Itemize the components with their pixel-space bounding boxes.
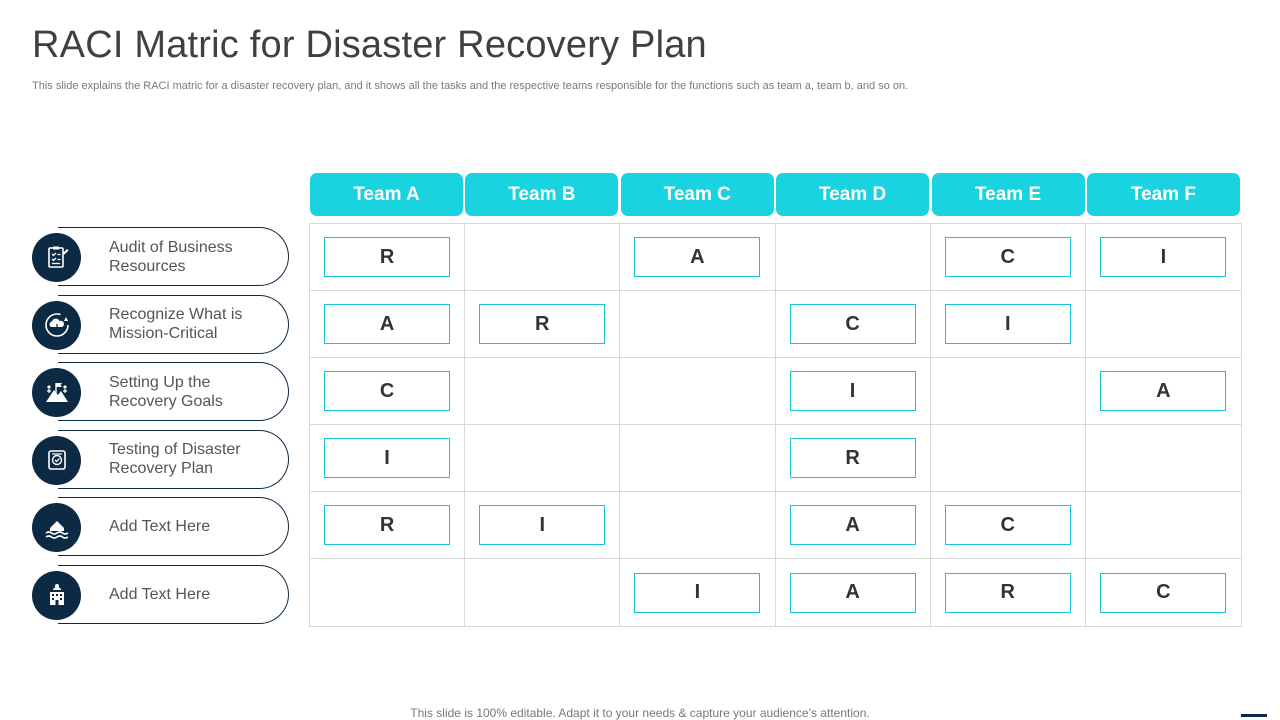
mountain-flag-icon — [32, 368, 81, 417]
raci-code-box: C — [324, 371, 450, 411]
team-header-b: Team B — [465, 173, 618, 216]
footer-note: This slide is 100% editable. Adapt it to your needs & capture your audience’s attention. — [410, 706, 870, 720]
raci-code-box: R — [945, 573, 1071, 613]
matrix-cell — [931, 291, 1086, 358]
matrix-cell — [776, 492, 931, 559]
matrix-cell — [776, 224, 931, 291]
matrix-cell — [465, 358, 620, 425]
matrix-cell — [465, 492, 620, 559]
matrix-cell — [310, 291, 465, 358]
raci-code-box: I — [479, 505, 605, 545]
task-item — [32, 497, 290, 558]
matrix-cell — [1086, 559, 1241, 626]
task-label: Setting Up the Recovery Goals — [109, 373, 223, 410]
matrix-cell — [1086, 224, 1241, 291]
matrix-cell — [620, 559, 775, 626]
raci-code-box: I — [790, 371, 916, 411]
matrix-cell — [931, 224, 1086, 291]
task-item — [32, 227, 290, 288]
matrix-cell — [776, 425, 931, 492]
task-item — [32, 565, 290, 626]
matrix-cell — [620, 492, 775, 559]
matrix-cell — [310, 425, 465, 492]
task-item — [32, 295, 290, 356]
raci-code-box: C — [1100, 573, 1226, 613]
raci-code-box: R — [790, 438, 916, 478]
task-label: Add Text Here — [109, 518, 211, 535]
matrix-cell — [776, 559, 931, 626]
raci-matrix — [309, 223, 1242, 627]
task-label: Audit of Business Resources — [109, 238, 233, 275]
matrix-cell — [465, 224, 620, 291]
matrix-cell — [931, 425, 1086, 492]
raci-code-box: I — [324, 438, 450, 478]
matrix-cell — [310, 492, 465, 559]
matrix-cell — [465, 559, 620, 626]
team-header-f: Team F — [1087, 173, 1240, 216]
matrix-cell — [1086, 425, 1241, 492]
raci-code-box: A — [790, 505, 916, 545]
matrix-cell — [1086, 291, 1241, 358]
matrix-cell — [620, 425, 775, 492]
task-item — [32, 430, 290, 491]
raci-code-box: A — [324, 304, 450, 344]
matrix-cell — [465, 291, 620, 358]
raci-code-box: C — [790, 304, 916, 344]
matrix-cell — [776, 358, 931, 425]
checklist-icon — [32, 233, 81, 282]
task-label: Testing of Disaster Recovery Plan — [109, 441, 241, 477]
team-header-e: Team E — [932, 173, 1085, 216]
matrix-cell — [1086, 358, 1241, 425]
matrix-cell — [620, 291, 775, 358]
raci-code-box: A — [790, 573, 916, 613]
building-alert-icon — [32, 571, 81, 620]
matrix-cell — [310, 559, 465, 626]
corner-accent-bar — [1241, 714, 1267, 717]
flood-house-icon — [32, 503, 81, 552]
team-header-c: Team C — [621, 173, 774, 216]
task-item — [32, 362, 290, 423]
raci-code-box: R — [479, 304, 605, 344]
task-label: Recognize What is Mission-Critical — [109, 306, 243, 342]
matrix-cell — [931, 358, 1086, 425]
document-test-icon — [32, 436, 81, 485]
matrix-cell — [620, 224, 775, 291]
matrix-cell — [465, 425, 620, 492]
raci-code-box: A — [1100, 371, 1226, 411]
team-header-a: Team A — [310, 173, 463, 216]
matrix-cell — [620, 358, 775, 425]
team-header-d: Team D — [776, 173, 929, 216]
raci-code-box: C — [945, 505, 1071, 545]
page-subtitle: This slide explains the RACI matric for a disaster recovery plan, and it shows all the tasks and the respective teams responsible for the functions such as team a, team b, and so on. — [32, 80, 909, 92]
matrix-cell — [931, 492, 1086, 559]
team-header-row — [310, 173, 1240, 216]
raci-code-box: R — [324, 505, 450, 545]
task-label: Add Text Here — [109, 585, 211, 603]
matrix-cell — [310, 224, 465, 291]
matrix-cell — [310, 358, 465, 425]
task-list — [32, 227, 290, 632]
matrix-cell — [931, 559, 1086, 626]
matrix-cell — [1086, 492, 1241, 559]
page-title: RACI Matric for Disaster Recovery Plan — [32, 24, 707, 66]
matrix-cell — [776, 291, 931, 358]
raci-code-box: I — [634, 573, 760, 613]
raci-code-box: R — [324, 237, 450, 277]
cloud-cycle-icon — [32, 301, 81, 350]
raci-code-box: A — [634, 237, 760, 277]
raci-code-box: I — [945, 304, 1071, 344]
raci-code-box: C — [945, 237, 1071, 277]
raci-code-box: I — [1100, 237, 1226, 277]
